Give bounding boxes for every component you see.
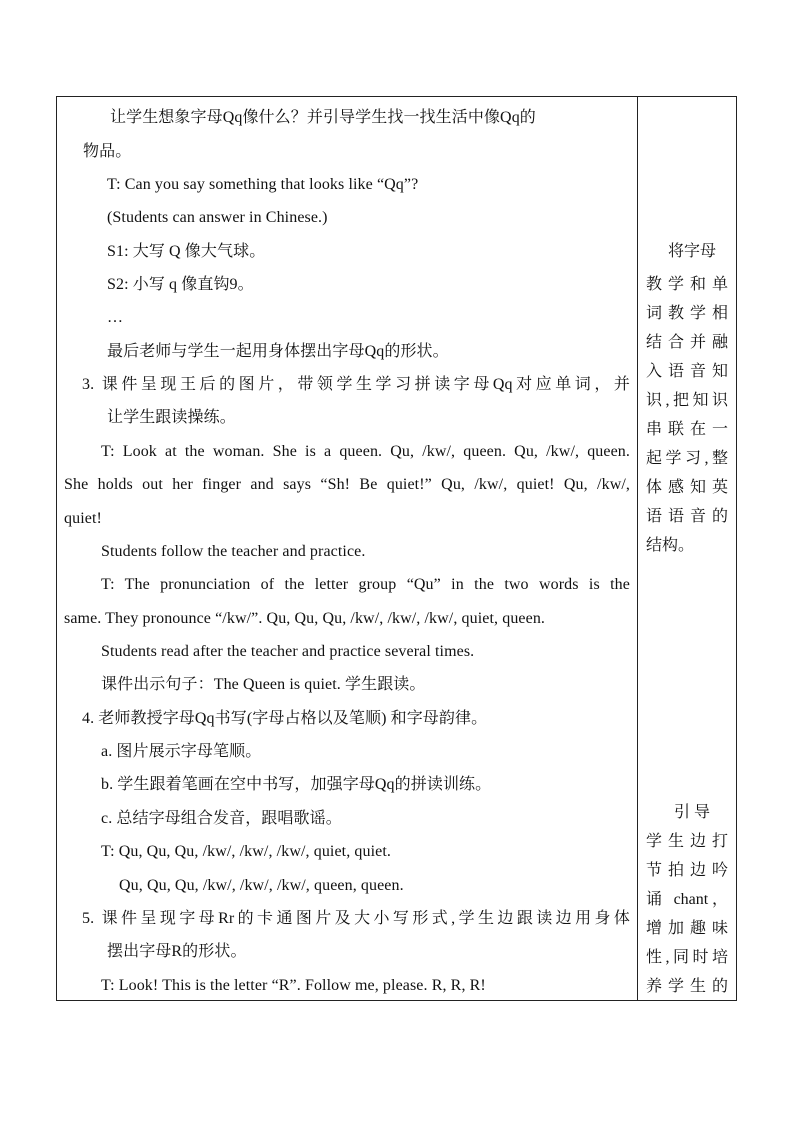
side-text-line: 入语音知 (646, 363, 728, 380)
text-line: S1: 大写 Q 像大气球。 (107, 243, 266, 260)
side-text-line: 识,把知识 (646, 392, 728, 409)
text-line: Students follow the teacher and practice. (101, 543, 366, 560)
text-line: … (107, 309, 124, 326)
text-line: c. 总结字母组合发音，跟唱歌谣。 (101, 810, 342, 827)
text-line: (Students can answer in Chinese.) (107, 209, 328, 226)
text-line: T: Can you say something that looks like “Qq”? (107, 176, 419, 193)
text-line: 最后老师与学生一起用身体摆出字母Qq的形状。 (107, 343, 449, 360)
side-text-line: 体感知英 (646, 479, 728, 496)
side-text-line: 词教学相 (646, 305, 728, 322)
text-line: 5. 课件呈现字母Rr的卡通图片及大小写形式,学生边跟读边用身体 (82, 910, 630, 927)
text-line: same. They pronounce “/kw/”. Qu, Qu, Qu, /kw/, /kw/, /kw/, quiet, queen. (64, 610, 546, 627)
text-line: She holds out her finger and says “Sh! Be quiet!” Qu, /kw/, quiet! Qu, /kw/, (64, 476, 630, 493)
side-text-line: 将字母 (667, 243, 716, 260)
text-line: 3. 课件呈现王后的图片，带领学生学习拼读字母Qq对应单词，并 (82, 376, 630, 393)
text-line: T: Look! This is the letter “R”. Follow me, please. R, R, R! (101, 977, 486, 994)
text-line: Qu, Qu, Qu, /kw/, /kw/, /kw/, queen, queen. (119, 877, 404, 894)
side-text-line: 增加趣味 (646, 920, 728, 937)
side-text-line: 结合并融 (646, 334, 728, 351)
text-line: 摆出字母R的形状。 (107, 943, 247, 960)
text-line: S2: 小写 q 像直钩9。 (107, 276, 254, 293)
design-intent-cell (638, 97, 736, 1000)
teaching-process-cell (57, 97, 637, 1000)
text-line: a. 图片展示字母笔顺。 (101, 743, 262, 760)
side-text-line: 诵 chant， (646, 891, 728, 908)
side-text-line: 性,同时培 (646, 949, 728, 966)
text-line: 让学生跟读操练。 (107, 409, 236, 426)
side-text-line: 语语音的 (646, 508, 728, 525)
side-text-line: 养学生的 (646, 978, 728, 995)
text-line: Students read after the teacher and practice several times. (101, 643, 475, 660)
text-line: 物品。 (83, 143, 132, 160)
side-text-line: 串联在一 (646, 421, 728, 438)
side-text-line: 教学和单 (646, 276, 728, 293)
text-line: T: Look at the woman. She is a queen. Qu, /kw/, queen. Qu, /kw/, queen. (101, 443, 630, 460)
text-line: 4. 老师教授字母Qq书写(字母占格以及笔顺) 和字母韵律。 (82, 710, 488, 727)
lesson-table (56, 96, 737, 1001)
text-line: T: The pronunciation of the letter group “Qu” in the two words is the (101, 576, 630, 593)
text-line: b. 学生跟着笔画在空中书写，加强字母Qq的拼读训练。 (101, 776, 492, 793)
text-line: 让学生想象字母Qq像什么？并引导学生找一找生活中像Qq的 (110, 109, 536, 126)
side-text-line: 引 导 (673, 804, 710, 821)
side-text-line: 结构。 (646, 537, 695, 554)
text-line: T: Qu, Qu, Qu, /kw/, /kw/, /kw/, quiet, quiet. (101, 843, 392, 860)
side-text-line: 节拍边吟 (646, 862, 728, 879)
text-line: 课件出示句子：The Queen is quiet. 学生跟读。 (101, 676, 426, 693)
side-text-line: 起学习,整 (646, 450, 728, 467)
side-text-line: 学生边打 (646, 833, 728, 850)
text-line: quiet! (64, 510, 102, 527)
